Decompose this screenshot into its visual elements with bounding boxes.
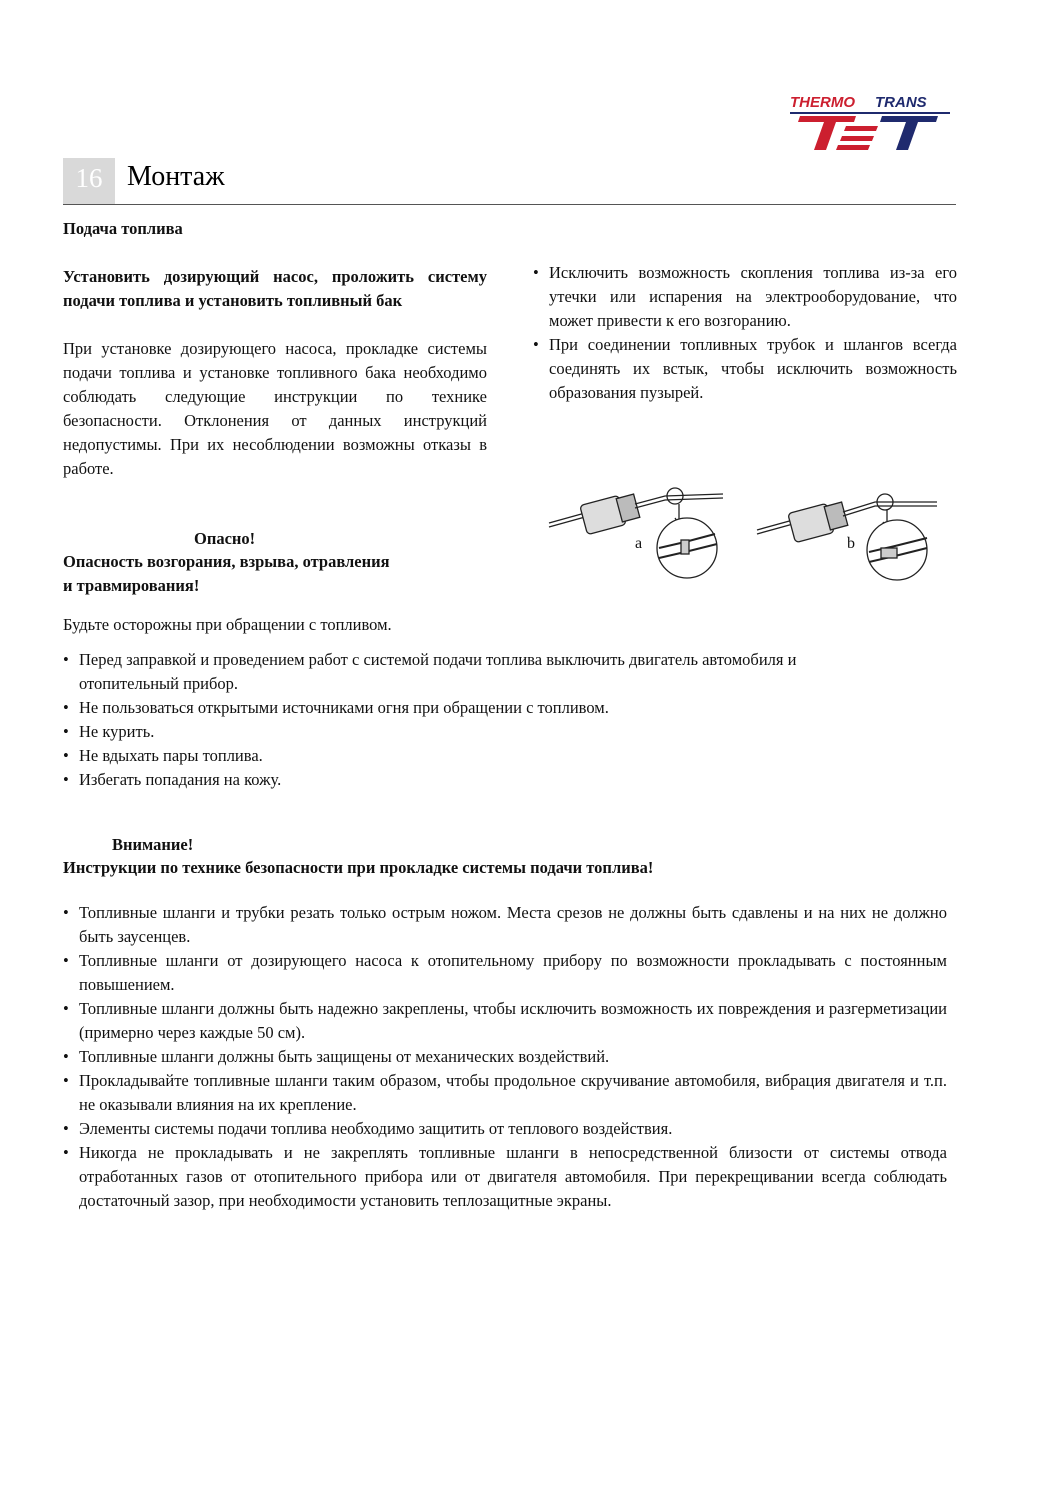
fuel-pump-connection-figure — [545, 482, 945, 582]
install-text: При установке дозирующего насоса, прокладке системы подачи топлива и установке топливного бака необходимо соблюдать следующие инструкции по технике безопасности. Отклонения от данных инструкций недопустимы. При их несоблюдении возможны отказы в работе. — [63, 339, 487, 478]
danger-caution: Будьте осторожны при обращении с топливом. — [63, 615, 392, 634]
danger-line-1: Опасность возгорания, взрыва, отравления — [63, 552, 390, 571]
right-bullets — [533, 261, 957, 405]
attention-bullet-item: • Элементы системы подачи топлива необходимо защитить от теплового воздействия. — [63, 1117, 947, 1141]
attention-bullet-item: • Топливные шланги должны быть надежно закреплены, чтобы исключить возможность их повреждения и разгерметизации (примерно через каждые 50 см). — [63, 997, 947, 1045]
danger-bullet-item: • Перед заправкой и проведением работ с системой подачи топлива выключить двигатель автомобиля и отопительный прибор. — [63, 648, 815, 696]
page-title: Монтаж — [127, 161, 225, 192]
right-bullet-item: • При соединении топливных трубок и шлангов всегда соединять их встык, чтобы исключить возможность образования пузырей. — [533, 333, 957, 405]
danger-bullet-item: • Не курить. — [63, 720, 823, 744]
page-header — [63, 158, 956, 205]
attention-bullet-item: • Топливные шланги и трубки резать только острым ножом. Места срезов не должны быть сдавлены и на них не должно быть заусенцев. — [63, 901, 947, 949]
page-number: 16 — [63, 158, 115, 204]
danger-bullet-item: • Избегать попадания на кожу. — [63, 768, 823, 792]
danger-bullets — [63, 648, 823, 792]
attention-title: Внимание! — [112, 835, 194, 854]
thermotrans-logo — [786, 92, 956, 154]
right-bullet-item: • Исключить возможность скопления топлива из-за его утечки или испарения на электрооборудование, что может привести к его возгоранию. — [533, 261, 957, 333]
danger-line-2: и травмирования! — [63, 576, 200, 595]
figure-label-b: b — [847, 535, 855, 552]
danger-title: Опасно! — [194, 529, 256, 548]
logo-mark: TET — [786, 92, 788, 93]
danger-bullet-item: • Не пользоваться открытыми источниками огня при обращении с топливом. — [63, 696, 823, 720]
logo-brand-right: TRANS — [875, 94, 927, 111]
attention-bullet-item: • Топливные шланги должны быть защищены от механических воздействий. — [63, 1045, 947, 1069]
attention-bullet-item: • Прокладывайте топливные шланги таким образом, чтобы продольное скручивание автомобиля, вибрация двигателя и т.п. не оказывали влияния на их крепление. — [63, 1069, 947, 1117]
install-heading: Установить дозирующий насос, проложить систему подачи топлива и установить топливный бак — [63, 267, 487, 310]
logo-brand-left: THERMO — [790, 94, 855, 111]
attention-subtitle: Инструкции по технике безопасности при прокладке системы подачи топлива! — [63, 858, 654, 877]
attention-bullets — [63, 901, 947, 1213]
section-title: Подача топлива — [63, 219, 183, 238]
attention-bullet-item: • Топливные шланги от дозирующего насоса к отопительному прибору по возможности прокладывать с постоянным повышением. — [63, 949, 947, 997]
attention-bullet-item: • Никогда не прокладывать и не закреплять топливные шланги в непосредственной близости от системы отвода отработанных газов от отопительного прибора или от двигателя автомобиля. При перекрещивании всегда соблюдать достаточный зазор, при необходимости установить теплозащитные экраны. — [63, 1141, 947, 1213]
danger-bullet-item: • Не вдыхать пары топлива. — [63, 744, 823, 768]
figure-label-a: a — [635, 535, 643, 552]
